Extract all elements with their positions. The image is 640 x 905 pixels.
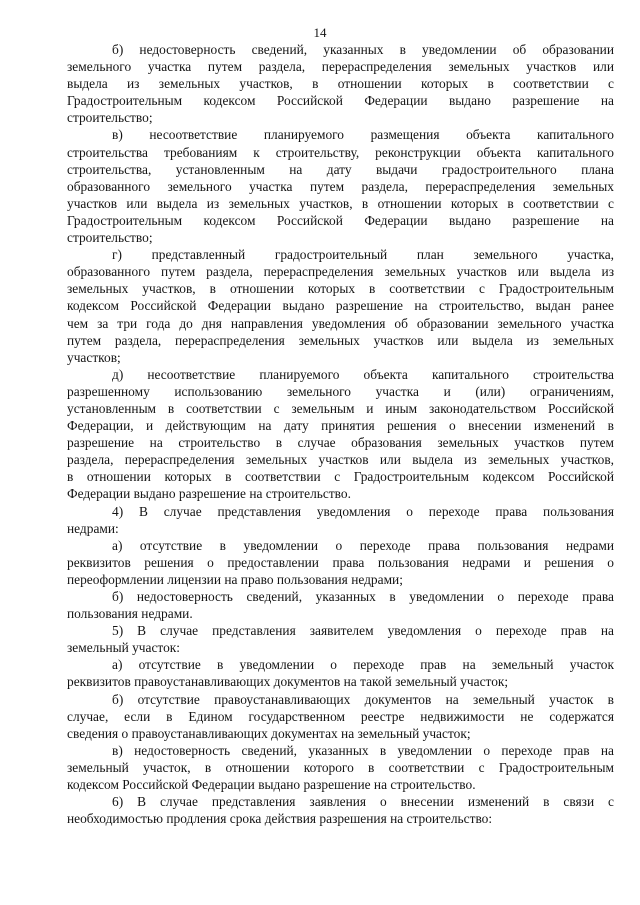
text-line: недрами: xyxy=(67,520,119,536)
text-line: в отношении которых в соответствии с Градостроительным кодексом Российской xyxy=(67,469,614,485)
text-line: путем раздела, перераспределения земельных участков или выдела из земельных xyxy=(67,332,614,348)
text-line: строительство; xyxy=(67,230,153,246)
text-line: земельных участков, в отношении которых в соответствии с Градостроительным xyxy=(67,281,614,297)
text-line: земельный участок: xyxy=(67,640,181,656)
paragraph-5a-missing-title-requisites xyxy=(67,656,614,690)
paragraph-5b-missing-title-documents xyxy=(67,691,614,742)
paragraph-6-permit-extension xyxy=(67,793,614,827)
document-body xyxy=(67,41,614,827)
text-line: чем за три года до дня направления уведомления об образовании земельного участка xyxy=(67,315,614,331)
text-line: б) недостоверность сведений, указанных в уведомлении о переходе права xyxy=(112,589,614,604)
text-line: выдела из земельных участков, в отношении которых в соответствии с xyxy=(67,76,614,92)
text-line: реквизитов правоустанавливающих документов на такой земельный участок; xyxy=(67,674,509,690)
text-line: а) отсутствие в уведомлении о переходе прав на земельный участок xyxy=(112,657,614,673)
text-line: а) отсутствие в уведомлении о переходе права пользования недрами xyxy=(112,537,614,553)
page-number: 14 xyxy=(313,25,327,40)
text-line: сведения о правоустанавливающих документах на земельный участок; xyxy=(67,725,471,741)
paragraph-4b-invalid-info xyxy=(67,588,614,622)
text-line: переоформлении лицензии на право пользования недрами; xyxy=(67,571,403,587)
paragraph-4a-missing-requisites xyxy=(67,537,614,588)
text-line: Федерации выдано разрешение на строительство. xyxy=(67,486,351,502)
text-line: Градостроительным кодексом Российской Федерации выдано разрешение на xyxy=(67,93,614,109)
text-line: 6) В случае представления заявления о внесении изменений в связи с xyxy=(112,794,614,810)
text-line: б) недостоверность сведений, указанных в уведомлении об образовании xyxy=(112,42,614,57)
text-line: Федерации, и действующим на дату принятия решения о внесении изменений в xyxy=(67,418,614,434)
text-line: строительства требованиям к строительству, реконструкции объекта капитального xyxy=(67,144,614,160)
text-line: строительство; xyxy=(67,110,153,126)
text-line: раздела, перераспределения земельных участков или выдела из земельных участков, xyxy=(67,452,614,468)
paragraph-v-noncompliance-placement xyxy=(67,126,614,246)
text-line: кодексом Российской Федерации выдано разрешение на строительство. xyxy=(67,777,476,793)
text-line: земельный участок, в отношении которого в соответствии с Градостроительным xyxy=(67,759,614,775)
text-line: участков или выдела из земельных участков, в отношении которых в соответствии с xyxy=(67,195,614,211)
text-line: реквизитов решения о предоставлении права пользования недрами и решения о xyxy=(67,554,614,570)
text-line: д) несоответствие планируемого объекта капитального строительства xyxy=(112,366,614,382)
text-line: Градостроительным кодексом Российской Федерации выдано разрешение на xyxy=(67,212,614,228)
text-line: в) недостоверность сведений, указанных в уведомлении о переходе прав на xyxy=(112,742,614,758)
text-line: в) несоответствие планируемого размещения объекта капитального xyxy=(112,127,614,143)
paragraph-5-land-rights-transfer xyxy=(67,622,614,656)
text-line: образованного земельного участка путем раздела, перераспределения земельных xyxy=(67,178,614,194)
text-line: случае, если в Едином государственном реестре недвижимости не содержатся xyxy=(67,708,614,724)
text-line: разрешенному использованию земельного участка и (или) ограничениям, xyxy=(67,383,614,399)
text-line: 4) В случае представления уведомления о переходе права пользования xyxy=(112,503,614,519)
text-line: пользования недрами. xyxy=(67,606,193,622)
text-line: разрешение на строительство в случае образования земельных участков путем xyxy=(67,435,614,451)
paragraph-d-noncompliance-permitted-use xyxy=(67,366,614,503)
text-line: кодексом Российской Федерации выдано разрешение на строительство, выдан ранее xyxy=(67,298,614,314)
text-line: земельного участка путем раздела, перераспределения земельных участков или xyxy=(67,59,614,75)
text-line: образованного путем раздела, перераспределения земельных участков или выдела из xyxy=(67,264,614,280)
text-line: б) отсутствие правоустанавливающих документов на земельный участок в xyxy=(112,691,614,707)
text-line: участков; xyxy=(67,349,121,365)
paragraph-4-subsoil-transfer xyxy=(67,503,614,537)
text-line: г) представленный градостроительный план земельного участка, xyxy=(112,247,614,263)
paragraph-b-invalid-info-land-formation xyxy=(67,41,614,126)
text-line: 5) В случае представления заявителем уведомления о переходе прав на xyxy=(112,623,614,639)
paragraph-g-gradplan-expired xyxy=(67,246,614,366)
text-line: строительства, установленным на дату выдачи градостроительного плана xyxy=(67,161,614,177)
text-line: установленным в соответствии с земельным и иным законодательством Российской xyxy=(67,400,614,416)
text-line: необходимостью продления срока действия разрешения на строительство: xyxy=(67,811,493,827)
paragraph-5v-invalid-info xyxy=(67,742,614,793)
